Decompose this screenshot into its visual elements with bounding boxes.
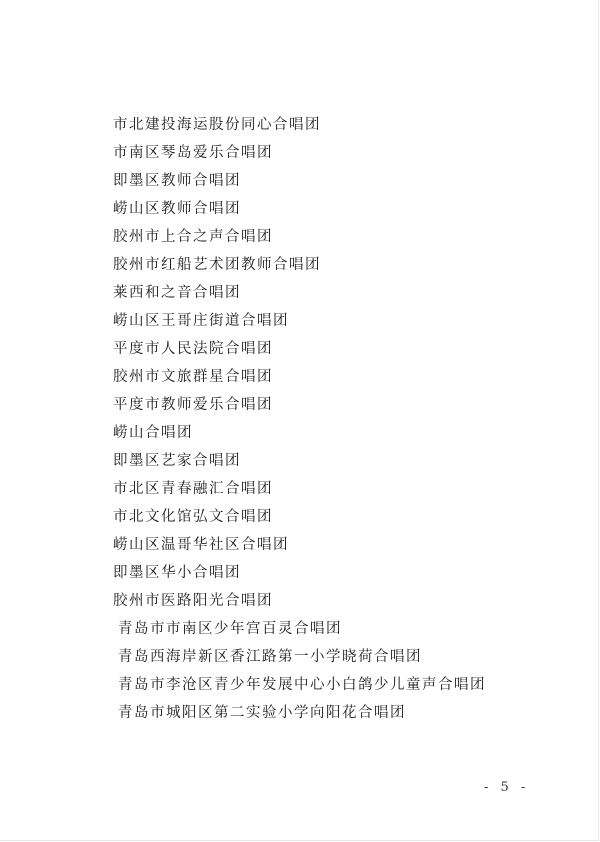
list-item: 市北文化馆弘文合唱团 xyxy=(113,509,273,525)
list-item: 即墨区华小合唱团 xyxy=(113,565,241,581)
list-item: 平度市人民法院合唱团 xyxy=(113,341,273,357)
list-item: 莱西和之音合唱团 xyxy=(113,285,241,301)
list-item: 崂山区王哥庄街道合唱团 xyxy=(113,313,289,329)
list-item: 市南区琴岛爱乐合唱团 xyxy=(113,145,273,161)
list-item: 青岛市李沧区青少年发展中心小白鸽少儿童声合唱团 xyxy=(118,677,486,693)
list-item: 市北区青春融汇合唱团 xyxy=(113,481,273,497)
list-item: 青岛市市南区少年宫百灵合唱团 xyxy=(118,621,342,637)
list-item: 即墨区教师合唱团 xyxy=(113,173,241,189)
list-item: 青岛市城阳区第二实验小学向阳花合唱团 xyxy=(118,705,406,721)
list-item: 崂山合唱团 xyxy=(113,425,193,441)
list-item: 胶州市文旅群星合唱团 xyxy=(113,369,273,385)
list-item: 崂山区教师合唱团 xyxy=(113,201,241,217)
list-item: 胶州市上合之声合唱团 xyxy=(113,229,273,245)
list-item: 崂山区温哥华社区合唱团 xyxy=(113,537,289,553)
page-number: - 5 - xyxy=(484,780,530,795)
list-item: 平度市教师爱乐合唱团 xyxy=(113,397,273,413)
list-item: 胶州市医路阳光合唱团 xyxy=(113,593,273,609)
choir-list xyxy=(113,111,486,727)
list-item: 青岛西海岸新区香江路第一小学晓荷合唱团 xyxy=(118,649,422,665)
list-item: 即墨区艺家合唱团 xyxy=(113,453,241,469)
list-item: 市北建投海运股份同心合唱团 xyxy=(113,117,321,133)
list-item: 胶州市红船艺术团教师合唱团 xyxy=(113,257,321,273)
